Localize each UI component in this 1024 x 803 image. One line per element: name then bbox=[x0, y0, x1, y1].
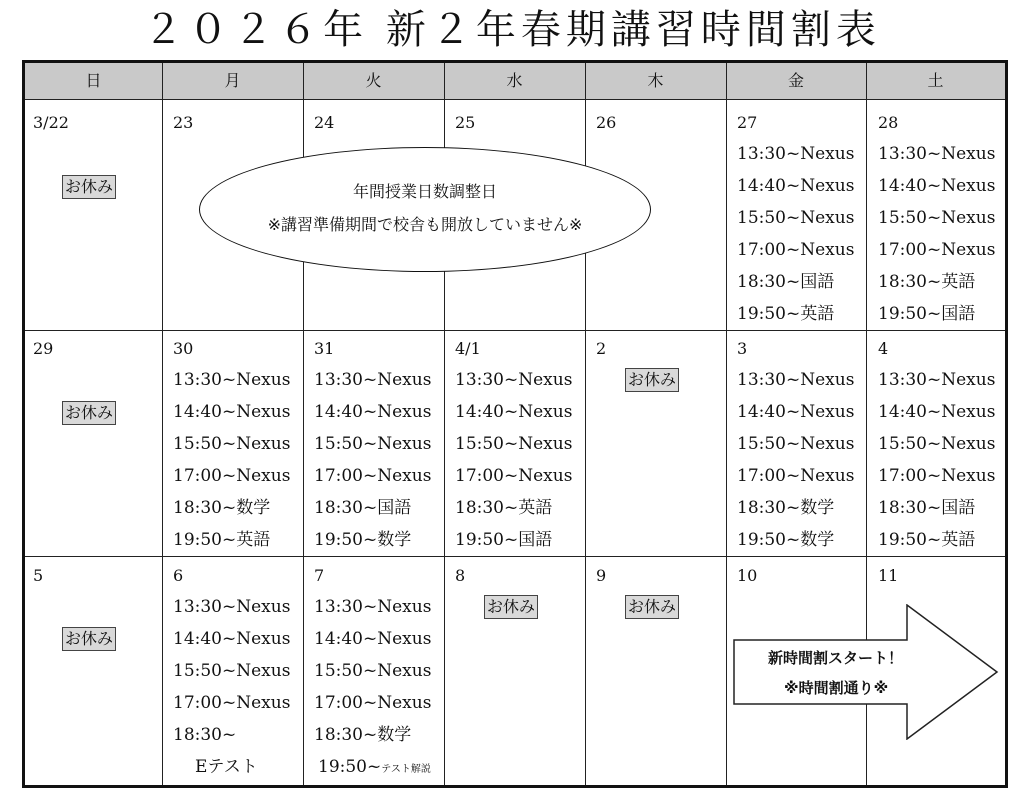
date-cell: 26 bbox=[596, 113, 617, 132]
column-divider bbox=[726, 63, 727, 785]
class-slot: 15:50~Nexus bbox=[314, 434, 432, 454]
date-cell: 31 bbox=[314, 339, 335, 358]
holiday-badge: お休み bbox=[62, 175, 116, 199]
class-slot: 13:30~Nexus bbox=[737, 370, 855, 390]
date-cell: 9 bbox=[596, 566, 607, 585]
right-arrow-icon bbox=[733, 604, 999, 740]
class-slot: 15:50~Nexus bbox=[173, 661, 291, 681]
notice-line: 年間授業日数調整日 bbox=[352, 182, 497, 201]
holiday-badge: お休み bbox=[62, 401, 116, 425]
class-slot: 14:40~Nexus bbox=[314, 629, 432, 649]
class-slot: 19:50~国語 bbox=[455, 530, 553, 550]
slot-note: テスト解説 bbox=[381, 764, 431, 775]
date-cell: 6 bbox=[173, 566, 184, 585]
class-slot: 14:40~Nexus bbox=[737, 176, 855, 196]
holiday-badge: お休み bbox=[484, 595, 538, 619]
page-title: ２０２６年 新２年春期講習時間割表 bbox=[143, 7, 881, 53]
class-slot: 14:40~Nexus bbox=[314, 402, 432, 422]
class-slot: 13:30~Nexus bbox=[455, 370, 573, 390]
date-cell: 28 bbox=[878, 113, 899, 132]
class-slot: 19:50~数学 bbox=[737, 530, 835, 550]
class-slot: 14:40~Nexus bbox=[455, 402, 573, 422]
class-slot: 18:30~国語 bbox=[878, 498, 976, 518]
arrow-message: 新時間割スタート！ bbox=[768, 649, 904, 667]
date-cell: 3 bbox=[737, 339, 748, 358]
weekday-fri: 金 bbox=[787, 71, 804, 90]
class-slot: 18:30~国語 bbox=[737, 272, 835, 292]
class-slot: 13:30~Nexus bbox=[878, 144, 996, 164]
class-slot: 15:50~Nexus bbox=[455, 434, 573, 454]
class-slot: 19:50~英語 bbox=[878, 530, 976, 550]
class-slot: 17:00~Nexus bbox=[173, 693, 291, 713]
date-cell: 4/1 bbox=[455, 339, 481, 358]
class-slot: 18:30~数学 bbox=[737, 498, 835, 518]
weekday-mon: 月 bbox=[224, 71, 241, 90]
class-slot: 14:40~Nexus bbox=[173, 629, 291, 649]
class-slot: 17:00~Nexus bbox=[314, 466, 432, 486]
class-slot: 18:30~数学 bbox=[173, 498, 271, 518]
class-slot: 17:00~Nexus bbox=[737, 466, 855, 486]
class-slot: 18:30~ bbox=[173, 725, 237, 745]
class-slot: 19:50~数学 bbox=[314, 530, 412, 550]
class-slot: 14:40~Nexus bbox=[878, 176, 996, 196]
date-cell: 27 bbox=[737, 113, 758, 132]
date-cell: 23 bbox=[173, 113, 194, 132]
class-slot bbox=[318, 757, 431, 780]
holiday-badge: お休み bbox=[625, 595, 679, 619]
class-slot: 17:00~Nexus bbox=[173, 466, 291, 486]
date-cell: 10 bbox=[737, 566, 758, 585]
holiday-badge: お休み bbox=[625, 368, 679, 392]
class-slot: 19:50~英語 bbox=[737, 304, 835, 324]
class-slot: 18:30~英語 bbox=[455, 498, 553, 518]
class-slot: 13:30~Nexus bbox=[314, 370, 432, 390]
class-slot: 18:30~数学 bbox=[314, 725, 412, 745]
column-divider bbox=[162, 63, 163, 785]
week-divider bbox=[25, 330, 1005, 331]
weekday-sat: 土 bbox=[927, 71, 944, 90]
date-cell: 29 bbox=[33, 339, 54, 358]
class-slot: 13:30~Nexus bbox=[173, 597, 291, 617]
header-divider bbox=[25, 99, 1005, 100]
date-cell: 30 bbox=[173, 339, 194, 358]
notice-line: ※講習準備期間で校舎も開放していません※ bbox=[267, 215, 583, 234]
class-slot: 15:50~Nexus bbox=[737, 434, 855, 454]
class-slot: 14:40~Nexus bbox=[173, 402, 291, 422]
slot-time: 19:50~ bbox=[318, 757, 382, 777]
class-slot: 17:00~Nexus bbox=[314, 693, 432, 713]
class-slot: 19:50~英語 bbox=[173, 530, 271, 550]
holiday-badge: お休み bbox=[62, 627, 116, 651]
date-cell: 5 bbox=[33, 566, 44, 585]
class-slot: 17:00~Nexus bbox=[737, 240, 855, 260]
date-cell: 7 bbox=[314, 566, 325, 585]
class-slot: 17:00~Nexus bbox=[878, 240, 996, 260]
date-cell: 24 bbox=[314, 113, 335, 132]
weekday-wed: 水 bbox=[506, 71, 523, 90]
class-slot: 18:30~国語 bbox=[314, 498, 412, 518]
weekday-sun: 日 bbox=[85, 71, 102, 90]
class-slot: 17:00~Nexus bbox=[878, 466, 996, 486]
date-cell: 3/22 bbox=[33, 113, 69, 132]
date-cell: 8 bbox=[455, 566, 466, 585]
date-cell: 2 bbox=[596, 339, 607, 358]
class-slot: Eテスト bbox=[195, 757, 258, 777]
arrow-message: ※時間割通り※ bbox=[784, 679, 889, 697]
class-slot: 13:30~Nexus bbox=[737, 144, 855, 164]
week-divider bbox=[25, 556, 1005, 557]
class-slot: 13:30~Nexus bbox=[314, 597, 432, 617]
class-slot: 17:00~Nexus bbox=[455, 466, 573, 486]
notice-oval bbox=[199, 147, 651, 272]
class-slot: 15:50~Nexus bbox=[737, 208, 855, 228]
date-cell: 4 bbox=[878, 339, 889, 358]
class-slot: 13:30~Nexus bbox=[173, 370, 291, 390]
class-slot: 15:50~Nexus bbox=[173, 434, 291, 454]
weekday-thu: 木 bbox=[647, 71, 664, 90]
date-cell: 11 bbox=[878, 566, 899, 585]
class-slot: 15:50~Nexus bbox=[878, 434, 996, 454]
date-cell: 25 bbox=[455, 113, 476, 132]
class-slot: 19:50~国語 bbox=[878, 304, 976, 324]
class-slot: 18:30~英語 bbox=[878, 272, 976, 292]
class-slot: 13:30~Nexus bbox=[878, 370, 996, 390]
class-slot: 14:40~Nexus bbox=[737, 402, 855, 422]
class-slot: 15:50~Nexus bbox=[314, 661, 432, 681]
class-slot: 15:50~Nexus bbox=[878, 208, 996, 228]
weekday-tue: 火 bbox=[365, 71, 382, 90]
class-slot: 14:40~Nexus bbox=[878, 402, 996, 422]
